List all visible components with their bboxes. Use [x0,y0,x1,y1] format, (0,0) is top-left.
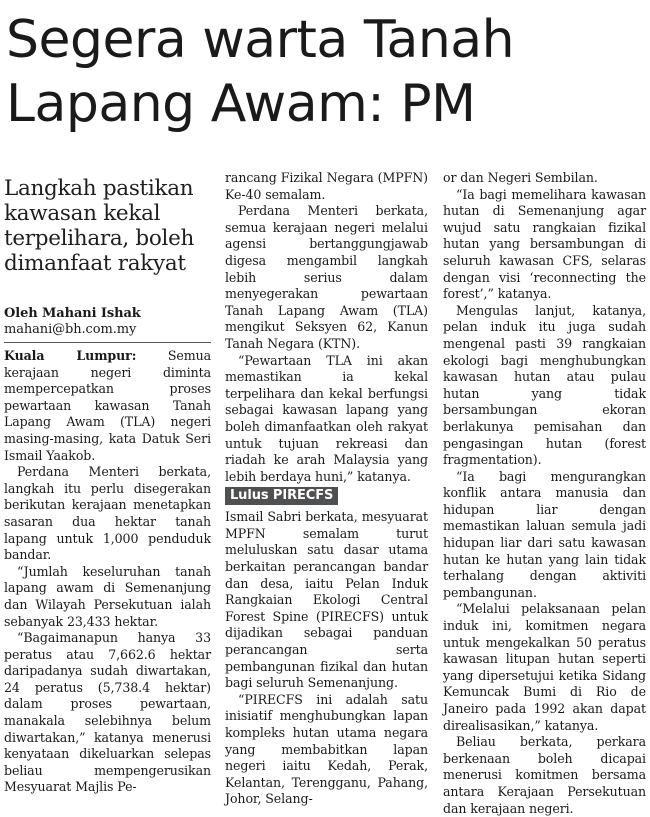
headline-line-2: Lapang Awam: PM [6,74,476,134]
deck-line-4: dimanfaat rakyat [4,251,186,276]
headline-line-1: Segera warta Tanah [6,10,515,70]
subheading: Lulus PIRECFS [225,487,338,505]
dateline: Kuala Lumpur: [4,348,137,363]
paragraph: “Jumlah keseluruhan tanah lapang awam di Semenanjung dan Wilayah Persekutuan ialah sebanyak 23,433 hektar. [4,563,211,629]
column-3 [443,170,646,817]
paragraph: Beliau berkata, perkara berkenaan boleh dicapai menerusi komitmen bersama antara Kerajaan Persekutuan dan kerajaan negeri. [443,734,646,816]
column-2 [225,170,428,808]
byline [4,306,211,338]
paragraph: “Pewartaan TLA ini akan memastikan ia kekal terpelihara dan kekal berfungsi sebagai kawasan lapang yang boleh dimanfaatkan oleh rakyat untuk tujuan rekreasi dan riadah ke arah Malaysia yang lebih berdaya huni,” katanya. [225,352,428,484]
paragraph: Mengulas lanjut, katanya, pelan induk itu juga sudah mengenal pasti 39 rangkaian ekologi bagi menghubungkan kawasan hutan atau pulau hutan yang tidak bersambungan ekoran berlakunya pemisahan dan pengasingan hutan (forest fragmentation). [443,302,646,468]
paragraph-text: Semua kerajaan negeri diminta mempercepatkan proses pewartaan kawasan Tanah Lapang Awam (TLA) negeri masing-masing, kata Datuk Seri Ismail Yaakob. [4,348,211,463]
paragraph: “Ia bagi memelihara kawasan hutan di Semenanjung agar wujud satu rangkaian fizikal hutan yang bersambungan di seluruh kawasan CFS, selaras dengan visi ‘reconnecting the forest’,” katanya. [443,186,646,302]
divider [4,342,211,343]
deck-line-2: kawasan kekal [4,201,161,226]
byline-email: mahani@bh.com.my [4,322,137,337]
column-1 [4,170,211,796]
deck [4,176,211,276]
paragraph: Perdana Menteri berkata, semua kerajaan negeri melalui agensi bertanggungjawab digesa mengambil langkah lebih serius dalam menyegerakan pewartaan Tanah Lapang Awam (TLA) mengikut Seksyen 62, Kanun Tanah Negara (KTN). [225,203,428,351]
paragraph: “PIRECFS ini adalah satu inisiatif menghubungkan lapan kompleks hutan utama negara yang membabitkan lapan negeri iaitu Kedah, Perak, Kelantan, Terengganu, Pahang, Johor, Selang- [225,691,428,807]
paragraph: rancang Fizikal Negara (MPFN) Ke-40 semalam. [225,170,428,202]
paragraph: or dan Negeri Sembilan. [443,170,598,185]
deck-line-1: Langkah pastikan [4,176,194,201]
paragraph: “Ia bagi mengurangkan konflik antara manusia dan hidupan liar dengan memastikan laluan semula jadi hidupan liar dari satu kawasan hutan ke hutan yang lain tidak terhalang dengan aktiviti pembangunan. [443,468,646,600]
headline [6,8,646,136]
paragraph: “Melalui pelaksanaan pelan induk ini, komitmen negara untuk mengekalkan 50 peratus kawasan litupan hutan seperti yang dipersetujui ketika Sidang Kemuncak Bumi di Rio de Janeiro pada 1992 akan dapat direalisasikan,” katanya. [443,601,646,733]
paragraph: Perdana Menteri berkata, langkah itu perlu disegerakan berikutan kerajaan menetapkan sasaran dua hektar tanah lapang untuk 1,000 penduduk bandar. [4,464,211,563]
paragraph [4,348,211,464]
paragraph: “Bagaimanapun hanya 33 peratus atau 7,662.6 hektar daripadanya sudah diwartakan, 24 peratus (5,738.4 hektar) dalam proses pewartaan, manakala selebihnya belum diwartakan,” katanya menerusi kenyataan dikeluarkan selepas beliau mempengerusikan Mesyuarat Majlis Pe- [4,630,211,795]
paragraph: Ismail Sabri berkata, mesyuarat MPFN semalam turut meluluskan satu dasar utama berkaitan perancangan bandar dan desa, iaitu Pelan Induk Rangkaian Ekologi Central Forest Spine (PIRECFS) untuk dijadikan sebagai panduan perancangan serta pembangunan fizikal dan hutan bagi seluruh Semenanjung. [225,509,428,691]
deck-line-3: terpelihara, boleh [4,226,195,251]
byline-name: Oleh Mahani Ishak [4,306,141,321]
